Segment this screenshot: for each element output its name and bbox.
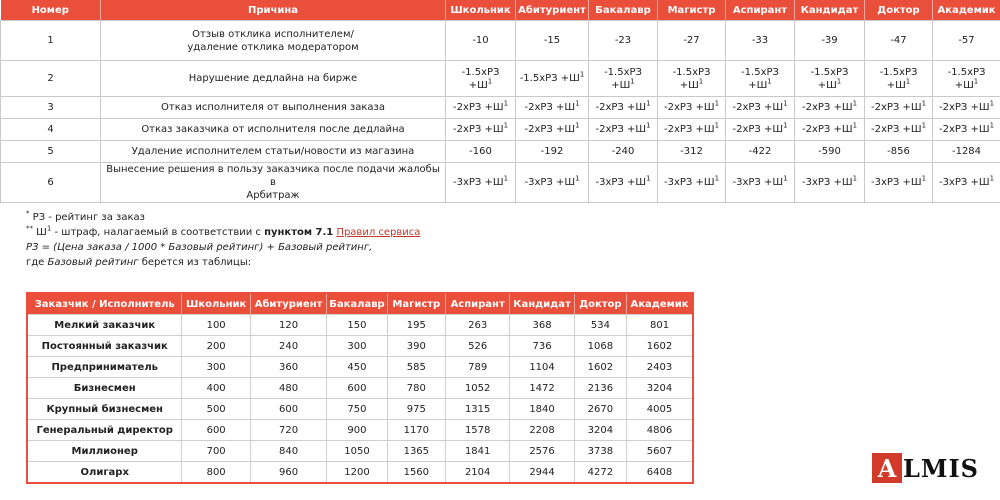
penalty-number: 2 — [1, 61, 101, 97]
rating-value: 100 — [182, 315, 250, 336]
penalty-value: $-2хРЗ +Ш^1$ — [726, 119, 795, 141]
penalty-value: $-2хРЗ +Ш^1$ — [516, 119, 589, 141]
rating-value: 1578 — [445, 420, 509, 441]
penalty-value: $-3хРЗ +Ш^1$ — [589, 163, 658, 203]
penalty-value: -47 — [865, 21, 933, 61]
penalty-value: $-3хРЗ +Ш^1$ — [726, 163, 795, 203]
rating-value: 4272 — [574, 462, 626, 484]
rating-value: 975 — [387, 399, 445, 420]
penalty-reason: Отказ исполнителя от выполнения заказа — [101, 97, 446, 119]
client-type: Олигарх — [27, 462, 182, 484]
penalty-reason: Отзыв отклика исполнителем/ удаление отклика модератором — [101, 21, 446, 61]
penalty-value: -240 — [589, 141, 658, 163]
client-type: Предприниматель — [27, 357, 182, 378]
rating-value: 120 — [250, 315, 326, 336]
rating-header-cell: Академик — [627, 293, 693, 315]
penalty-number: 1 — [1, 21, 101, 61]
rating-value: 789 — [445, 357, 509, 378]
rating-value: 1170 — [387, 420, 445, 441]
rating-value: 300 — [327, 336, 387, 357]
penalty-value: $-2хРЗ +Ш^1$ — [933, 97, 1000, 119]
rating-value: 1104 — [510, 357, 574, 378]
rating-value: 2208 — [510, 420, 574, 441]
penalty-value: $-2хРЗ +Ш^1$ — [658, 119, 726, 141]
rating-value: 2136 — [574, 378, 626, 399]
penalty-header-cell: Кандидат — [795, 0, 865, 21]
rating-value: 240 — [250, 336, 326, 357]
penalty-row — [1, 141, 1000, 163]
penalty-value: -422 — [726, 141, 795, 163]
rating-value: 585 — [387, 357, 445, 378]
penalty-value: $-2хРЗ +Ш^1$ — [795, 119, 865, 141]
penalty-header-cell: Аспирант — [726, 0, 795, 21]
penalty-reason: Отказ заказчика от исполнителя после дедлайна — [101, 119, 446, 141]
penalty-header-cell: Магистр — [658, 0, 726, 21]
penalty-header-cell: Причина — [101, 0, 446, 21]
penalty-value: -160 — [446, 141, 516, 163]
client-type: Мелкий заказчик — [27, 315, 182, 336]
penalty-reason: Вынесение решения в пользу заказчика после подачи жалобы в Арбитраж — [101, 163, 446, 203]
rating-header-cell: Абитуриент — [250, 293, 326, 315]
rating-value: 263 — [445, 315, 509, 336]
penalty-value: $-2хРЗ +Ш^1$ — [865, 97, 933, 119]
logo-mark: A — [872, 453, 902, 483]
rating-value: 3204 — [627, 378, 693, 399]
rating-value: 400 — [182, 378, 250, 399]
penalty-header-row — [1, 0, 1000, 21]
notes — [26, 210, 420, 270]
penalty-header-cell: Абитуриент — [516, 0, 589, 21]
rating-value: 390 — [387, 336, 445, 357]
penalty-value: -192 — [516, 141, 589, 163]
rating-value: 1602 — [627, 336, 693, 357]
client-type: Крупный бизнесмен — [27, 399, 182, 420]
rating-value: 3204 — [574, 420, 626, 441]
note-base-rating: где Базовый рейтинг берется из таблицы: — [26, 257, 252, 268]
rating-value: 1315 — [445, 399, 509, 420]
penalty-value: -23 — [589, 21, 658, 61]
penalty-value: -590 — [795, 141, 865, 163]
rating-value: 1052 — [445, 378, 509, 399]
penalty-value: -1.5хРЗ $+Ш^1$ — [865, 61, 933, 97]
penalty-header-cell: Школьник — [446, 0, 516, 21]
penalty-value: -15 — [516, 21, 589, 61]
base-rating-table — [26, 292, 694, 484]
penalty-value: -1.5хРЗ $+Ш^1$ — [933, 61, 1000, 97]
penalty-value: -1.5хРЗ $+Ш^1$ — [726, 61, 795, 97]
rating-value: 368 — [510, 315, 574, 336]
rating-value: 6408 — [627, 462, 693, 484]
rating-header-cell: Доктор — [574, 293, 626, 315]
penalty-value: $-3хРЗ +Ш^1$ — [933, 163, 1000, 203]
penalty-number: 6 — [1, 163, 101, 203]
rating-header-cell: Магистр — [387, 293, 445, 315]
penalty-row — [1, 21, 1000, 61]
rating-value: 600 — [182, 420, 250, 441]
penalty-value: $-2хРЗ +Ш^1$ — [658, 97, 726, 119]
rating-value: 780 — [387, 378, 445, 399]
penalty-value: $-2хРЗ +Ш^1$ — [726, 97, 795, 119]
penalty-value: -33 — [726, 21, 795, 61]
rating-row — [27, 378, 693, 399]
penalty-value: $-2хРЗ +Ш^1$ — [795, 97, 865, 119]
penalty-value: $-2хРЗ +Ш^1$ — [933, 119, 1000, 141]
penalty-reason: Удаление исполнителем статьи/новости из магазина — [101, 141, 446, 163]
rating-value: 1068 — [574, 336, 626, 357]
penalty-value: $-3хРЗ +Ш^1$ — [795, 163, 865, 203]
rating-value: 2670 — [574, 399, 626, 420]
penalty-value: $-2хРЗ +Ш^1$ — [589, 119, 658, 141]
rating-header-cell: Аспирант — [445, 293, 509, 315]
penalty-value: $-3хРЗ +Ш^1$ — [658, 163, 726, 203]
rating-value: 1602 — [574, 357, 626, 378]
rating-value: 150 — [327, 315, 387, 336]
penalty-header-cell: Номер — [1, 0, 101, 21]
penalty-reason: Нарушение дедлайна на бирже — [101, 61, 446, 97]
rating-value: 450 — [327, 357, 387, 378]
client-type: Миллионер — [27, 441, 182, 462]
penalty-value: -27 — [658, 21, 726, 61]
rating-value: 534 — [574, 315, 626, 336]
penalty-value: $-1.5хРЗ +Ш^1$ — [516, 61, 589, 97]
rating-value: 526 — [445, 336, 509, 357]
rating-row — [27, 357, 693, 378]
penalty-header-cell: Академик — [933, 0, 1000, 21]
penalty-value: -39 — [795, 21, 865, 61]
rating-value: 360 — [250, 357, 326, 378]
penalty-number: 4 — [1, 119, 101, 141]
rating-value: 801 — [627, 315, 693, 336]
penalty-table — [0, 0, 1000, 203]
rating-value: 720 — [250, 420, 326, 441]
penalty-header-cell: Доктор — [865, 0, 933, 21]
rating-row — [27, 462, 693, 484]
penalty-value: $-3хРЗ +Ш^1$ — [446, 163, 516, 203]
rating-value: 1050 — [327, 441, 387, 462]
rating-value: 1365 — [387, 441, 445, 462]
rating-value: 200 — [182, 336, 250, 357]
rating-value: 500 — [182, 399, 250, 420]
penalty-row — [1, 163, 1000, 203]
note-formula: РЗ = (Цена заказа / 1000 * Базовый рейтинг) + Базовый рейтинг, — [26, 242, 373, 253]
rating-value: 736 — [510, 336, 574, 357]
penalty-value: -312 — [658, 141, 726, 163]
penalty-value: $-3хРЗ +Ш^1$ — [516, 163, 589, 203]
rating-value: 2104 — [445, 462, 509, 484]
note-rz: * РЗ - рейтинг за заказ — [26, 209, 145, 223]
rating-value: 1840 — [510, 399, 574, 420]
rules-link[interactable]: Правил сервиса — [336, 227, 421, 238]
rating-value: 2403 — [627, 357, 693, 378]
penalty-value: -57 — [933, 21, 1000, 61]
rating-row — [27, 399, 693, 420]
logo-word: LMIS — [903, 453, 979, 483]
rating-value: 3738 — [574, 441, 626, 462]
penalty-header-cell: Бакалавр — [589, 0, 658, 21]
rating-value: 4005 — [627, 399, 693, 420]
penalty-row — [1, 97, 1000, 119]
penalty-value: -1.5хРЗ $+Ш^1$ — [589, 61, 658, 97]
penalty-row — [1, 119, 1000, 141]
rating-header-cell: Кандидат — [510, 293, 574, 315]
penalty-value: $-2хРЗ +Ш^1$ — [589, 97, 658, 119]
rating-row — [27, 420, 693, 441]
penalty-number: 3 — [1, 97, 101, 119]
rating-value: 195 — [387, 315, 445, 336]
rating-value: 750 — [327, 399, 387, 420]
penalty-value: -856 — [865, 141, 933, 163]
rating-value: 600 — [250, 399, 326, 420]
penalty-value: $-2хРЗ +Ш^1$ — [516, 97, 589, 119]
rating-value: 2944 — [510, 462, 574, 484]
rating-value: 900 — [327, 420, 387, 441]
penalty-value: -1.5хРЗ $+Ш^1$ — [446, 61, 516, 97]
penalty-value: $-2хРЗ +Ш^1$ — [446, 97, 516, 119]
rating-value: 840 — [250, 441, 326, 462]
rating-value: 5607 — [627, 441, 693, 462]
penalty-value: -1.5хРЗ $+Ш^1$ — [658, 61, 726, 97]
rating-value: 4806 — [627, 420, 693, 441]
client-type: Бизнесмен — [27, 378, 182, 399]
rating-header-cell: Школьник — [182, 293, 250, 315]
note-penalty: ** $Ш^1$ - штраф, налагаемый в соответствии с пунктом 7.1 Правил сервиса — [26, 224, 421, 238]
penalty-value: -1.5хРЗ $+Ш^1$ — [795, 61, 865, 97]
rating-value: 1841 — [445, 441, 509, 462]
penalty-value: $-3хРЗ +Ш^1$ — [865, 163, 933, 203]
rating-value: 480 — [250, 378, 326, 399]
penalty-value: -1284 — [933, 141, 1000, 163]
rating-value: 2576 — [510, 441, 574, 462]
client-type: Постоянный заказчик — [27, 336, 182, 357]
penalty-value: -10 — [446, 21, 516, 61]
rating-value: 300 — [182, 357, 250, 378]
client-type: Генеральный директор — [27, 420, 182, 441]
rating-value: 600 — [327, 378, 387, 399]
penalty-number: 5 — [1, 141, 101, 163]
rating-value: 1560 — [387, 462, 445, 484]
penalty-value: $-2хРЗ +Ш^1$ — [865, 119, 933, 141]
rating-value: 700 — [182, 441, 250, 462]
rating-header-cell: Заказчик / Исполнитель — [27, 293, 182, 315]
rating-row — [27, 315, 693, 336]
rating-value: 960 — [250, 462, 326, 484]
penalty-row — [1, 61, 1000, 97]
rating-value: 1200 — [327, 462, 387, 484]
rating-header-cell: Бакалавр — [327, 293, 387, 315]
rating-row — [27, 336, 693, 357]
rating-value: 1472 — [510, 378, 574, 399]
penalty-value: $-2хРЗ +Ш^1$ — [446, 119, 516, 141]
rating-header-row — [27, 293, 693, 315]
rating-value: 800 — [182, 462, 250, 484]
almis-logo — [872, 452, 979, 484]
rating-row — [27, 441, 693, 462]
